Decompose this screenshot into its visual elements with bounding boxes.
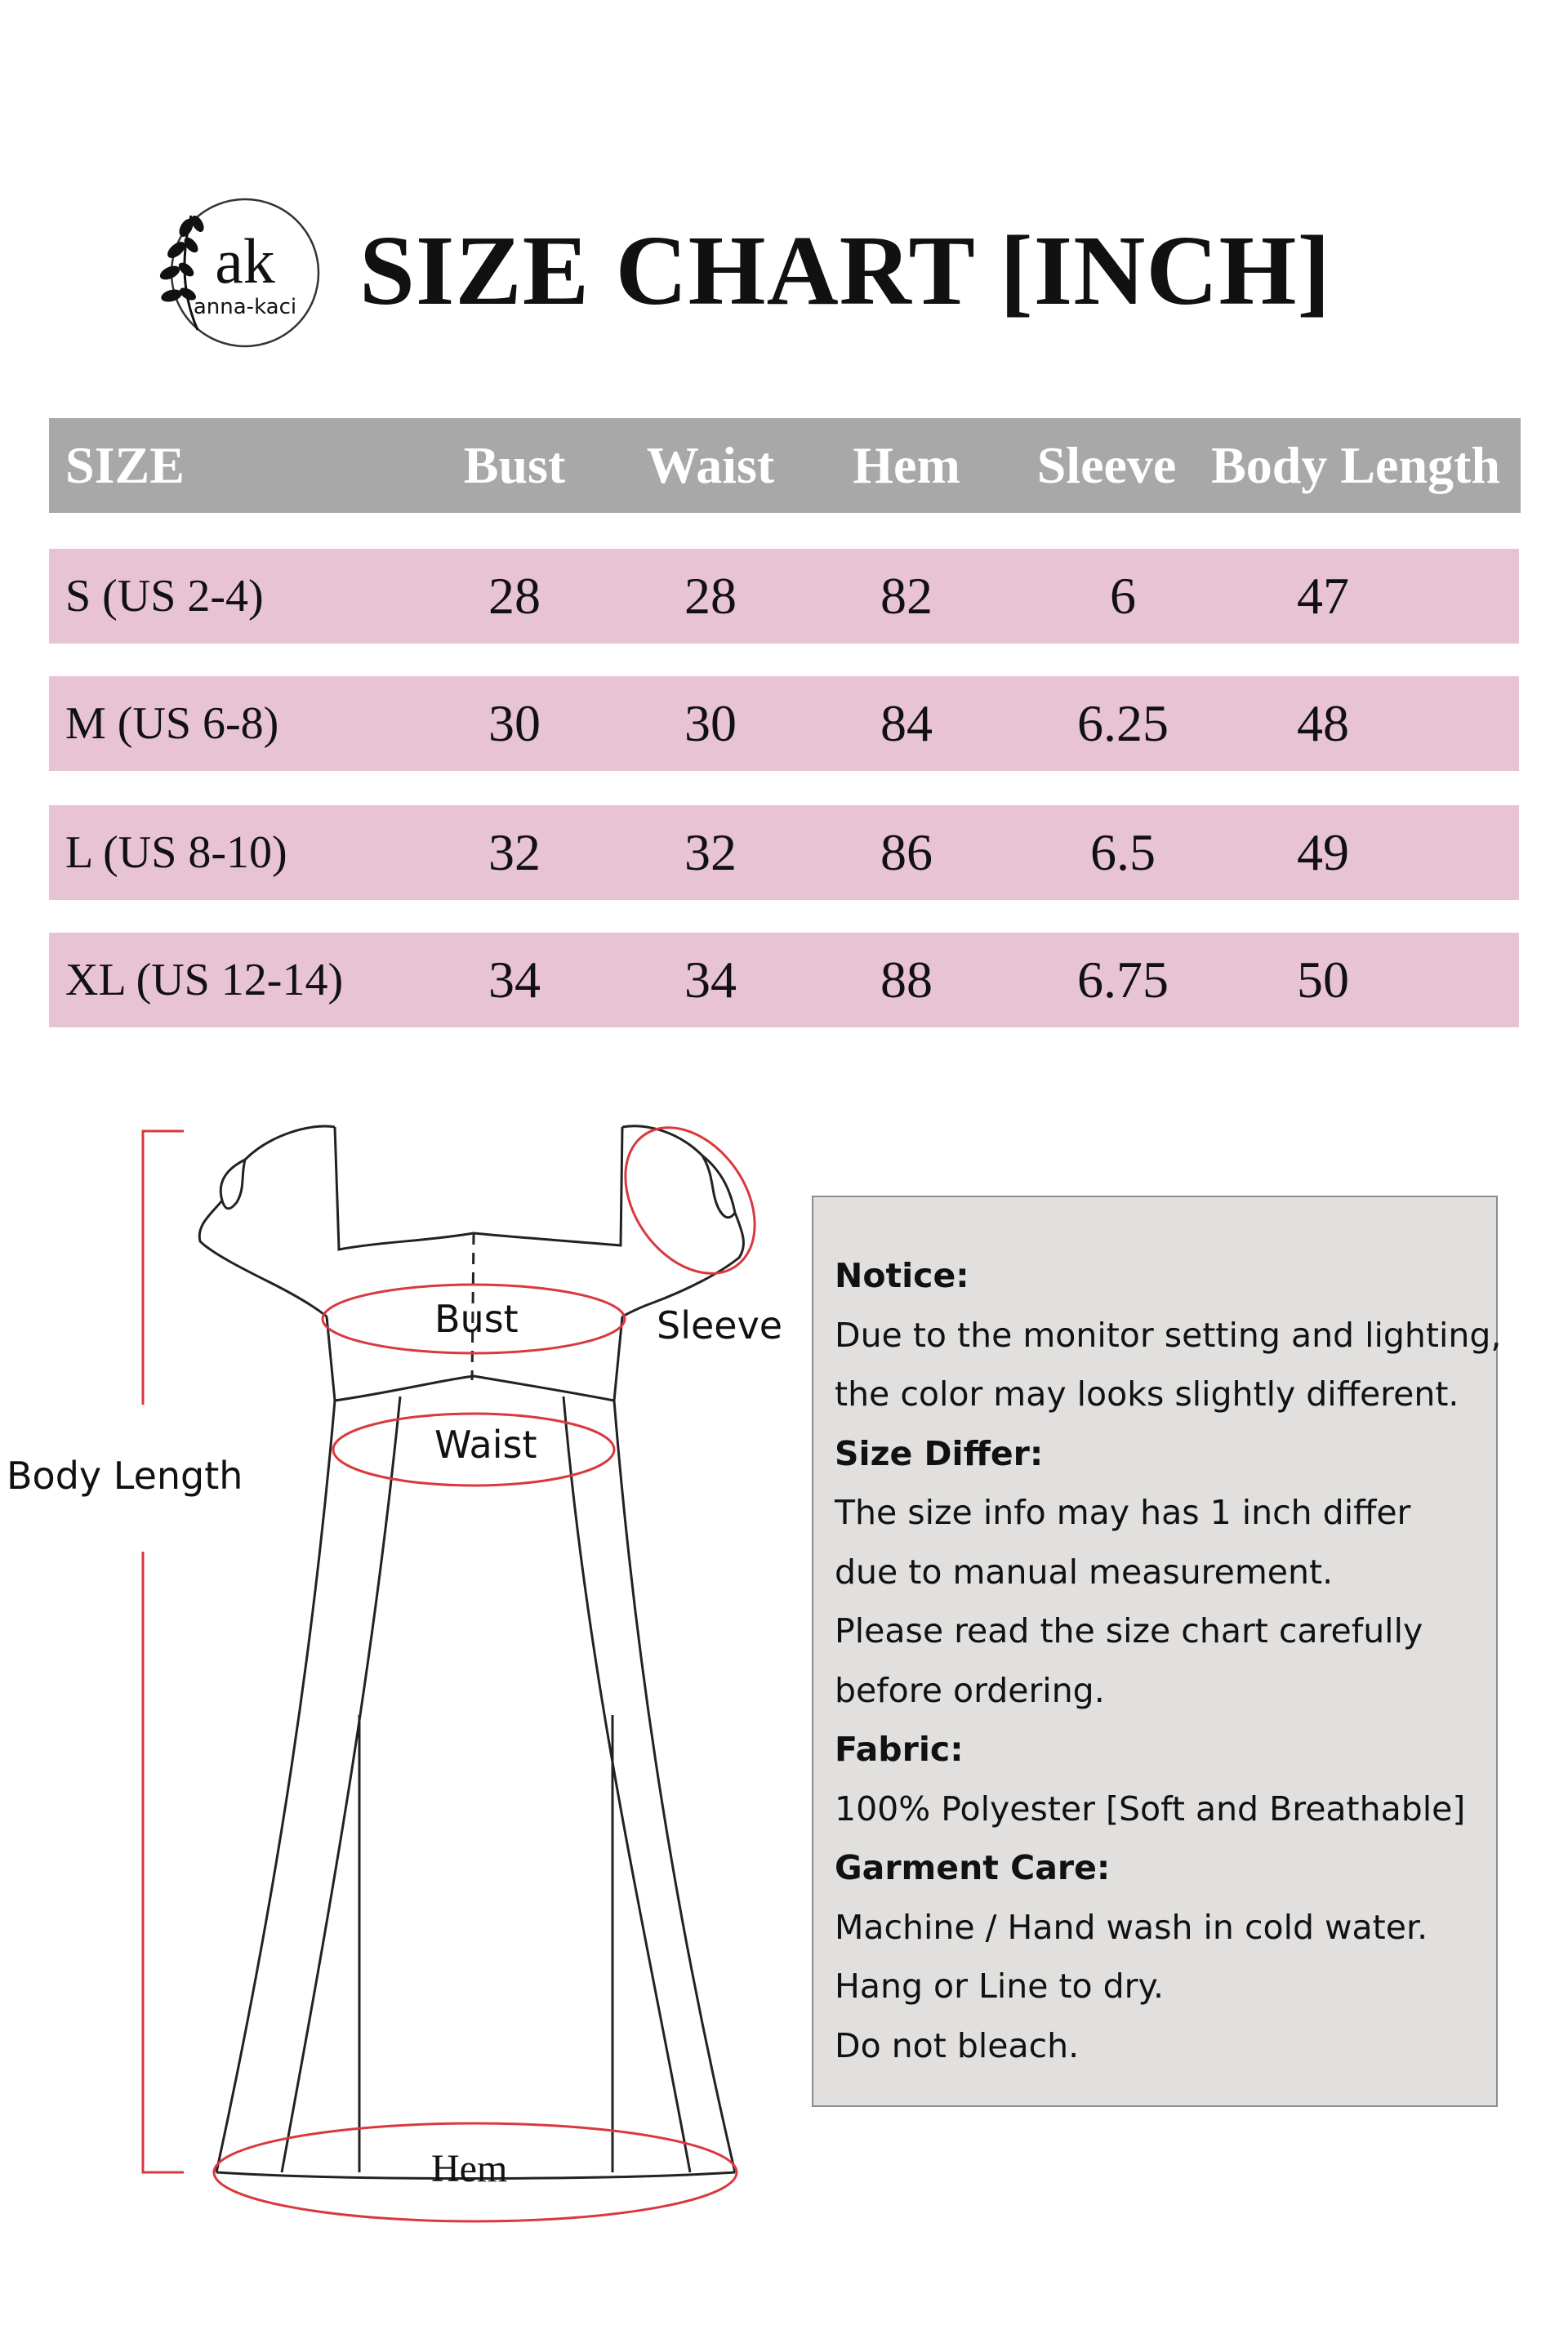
label-waist: Waist xyxy=(434,1423,537,1467)
header-hem: Hem xyxy=(853,436,960,494)
size-differ-line: due to manual measurement. xyxy=(835,1552,1334,1592)
header-waist: Waist xyxy=(646,436,775,494)
size-table-header xyxy=(49,418,1521,513)
header-sleeve: Sleeve xyxy=(1036,436,1177,494)
page-title: SIZE CHART [INCH] xyxy=(359,216,1331,326)
cell-hem: 88 xyxy=(880,951,933,1009)
cell-bust: 30 xyxy=(488,694,541,752)
cell-hem: 82 xyxy=(880,567,933,625)
logo-brand-name: anna-kaci xyxy=(193,295,297,319)
logo-monogram: ak xyxy=(215,225,275,296)
cell-sleeve: 6.25 xyxy=(1077,694,1169,752)
cell-waist: 34 xyxy=(684,951,737,1009)
cell-size: L (US 8-10) xyxy=(65,827,287,878)
garment-care-line: Machine / Hand wash in cold water. xyxy=(835,1907,1428,1947)
cell-sleeve: 6 xyxy=(1110,567,1136,625)
garment-care-heading: Garment Care: xyxy=(835,1848,1111,1887)
cell-size: S (US 2-4) xyxy=(65,571,264,621)
cell-hem: 84 xyxy=(880,694,933,752)
cell-bust: 32 xyxy=(488,823,541,881)
header-size: SIZE xyxy=(65,436,185,494)
notice-panel xyxy=(812,1196,1502,2107)
table-row xyxy=(49,805,1519,900)
garment-care-line: Do not bleach. xyxy=(835,2025,1080,2065)
fabric-heading: Fabric: xyxy=(835,1730,964,1769)
cell-body-length: 49 xyxy=(1297,823,1349,881)
measurement-guides xyxy=(143,1111,782,2221)
cell-sleeve: 6.5 xyxy=(1090,823,1156,881)
label-sleeve: Sleeve xyxy=(657,1303,783,1348)
label-body-length: Body Length xyxy=(7,1454,243,1498)
garment-care-line: Hang or Line to dry. xyxy=(835,1967,1164,2006)
size-differ-line: before ordering. xyxy=(835,1670,1105,1710)
cell-body-length: 47 xyxy=(1297,567,1349,625)
cell-bust: 28 xyxy=(488,567,541,625)
header-bust: Bust xyxy=(463,436,566,494)
table-row xyxy=(49,933,1519,1027)
cell-waist: 32 xyxy=(684,823,737,881)
fabric-line: 100% Polyester [Soft and Breathable] xyxy=(835,1788,1466,1829)
dress-outline xyxy=(0,1111,784,2238)
notice-line: the color may looks slightly different. xyxy=(835,1374,1459,1414)
notice-heading: Notice: xyxy=(835,1256,969,1295)
cell-size: M (US 6-8) xyxy=(65,698,279,749)
body-length-line-bottom xyxy=(143,1552,184,2172)
cell-size: XL (US 12-14) xyxy=(65,955,344,1005)
size-differ-line: The size info may has 1 inch differ xyxy=(835,1493,1411,1532)
cell-bust: 34 xyxy=(488,951,541,1009)
cell-hem: 86 xyxy=(880,823,933,881)
cell-body-length: 50 xyxy=(1297,951,1349,1009)
brand-logo xyxy=(140,191,322,354)
header-body-length: Body Length xyxy=(1211,436,1500,494)
sleeve-measure-ellipse xyxy=(599,1111,782,1298)
cell-waist: 30 xyxy=(684,694,737,752)
table-row xyxy=(49,549,1519,644)
table-row xyxy=(49,676,1519,771)
cell-sleeve: 6.75 xyxy=(1077,951,1169,1009)
label-hem: Hem xyxy=(431,2147,508,2190)
notice-line: Due to the monitor setting and lighting, xyxy=(835,1315,1502,1355)
label-bust: Bust xyxy=(434,1297,519,1341)
body-length-line-top xyxy=(143,1131,184,1405)
size-differ-heading: Size Differ: xyxy=(835,1433,1044,1473)
cell-waist: 28 xyxy=(684,567,737,625)
dress-diagram xyxy=(0,1111,784,2238)
size-differ-line: Please read the size chart carefully xyxy=(835,1611,1423,1650)
cell-body-length: 48 xyxy=(1297,694,1349,752)
